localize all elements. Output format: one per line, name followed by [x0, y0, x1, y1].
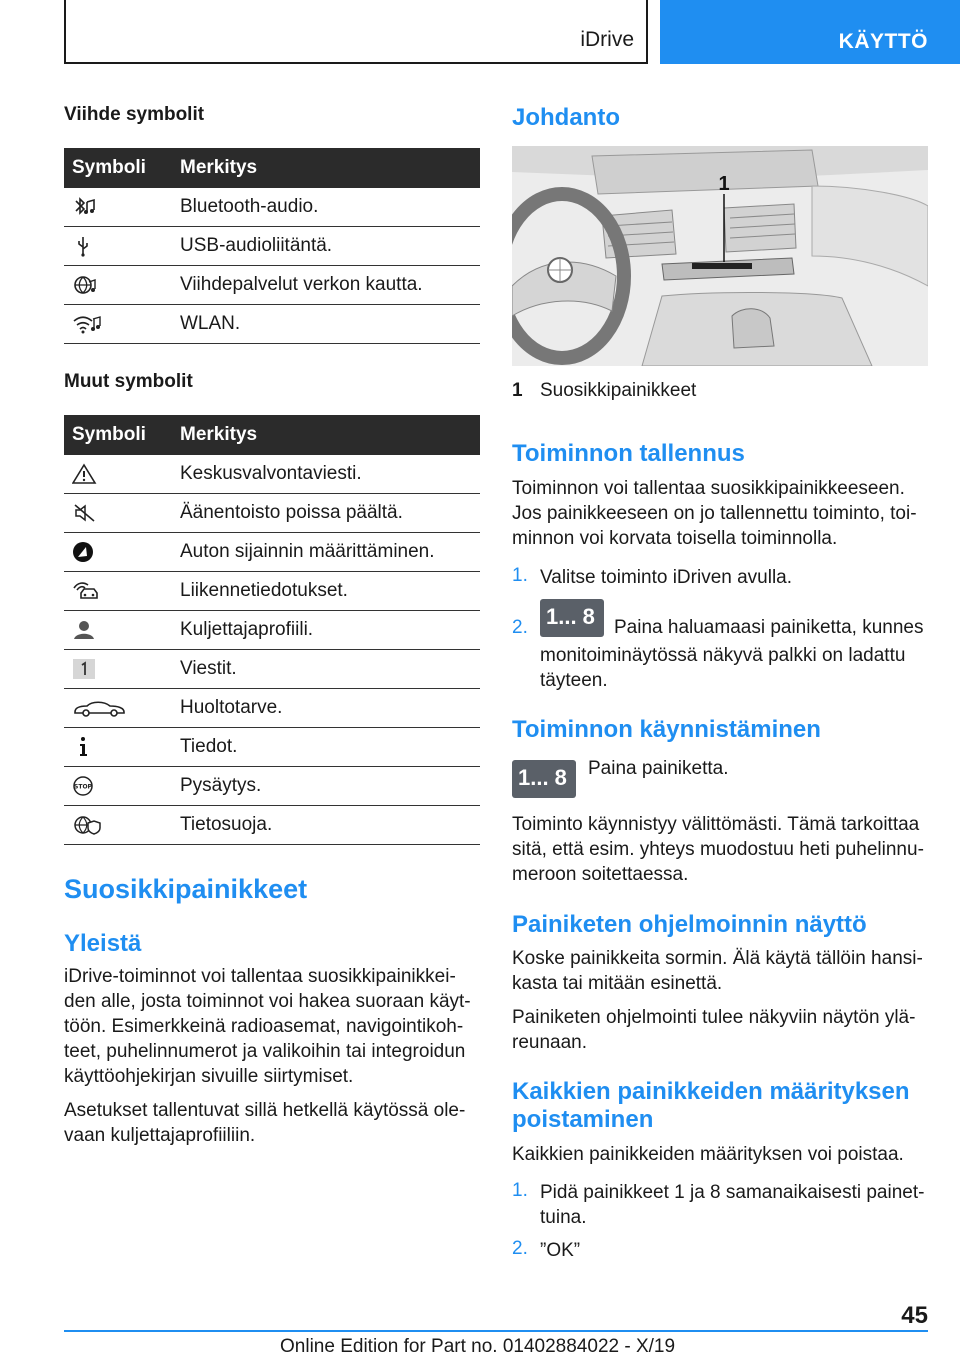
delete-paragraph: Kaikkien painikkeiden määrityksen voi poistaa. [512, 1144, 904, 1165]
table-cell-meaning: Kuljettajaprofiili. [172, 611, 480, 650]
message-icon [72, 658, 98, 680]
navigation-arrow-icon [72, 541, 98, 563]
privacy-icon [72, 814, 102, 836]
usb-icon [72, 235, 98, 257]
start-press-text: Paina painiketta. [588, 758, 729, 779]
table-row [64, 494, 480, 533]
save-step-text: monitoiminäytössä näkyvä palkki on ladattu [540, 645, 906, 666]
image-callout-number: 1 [718, 173, 730, 195]
table-row [64, 728, 480, 767]
table-cell-meaning: Tietosuoja. [172, 806, 480, 845]
table-header-meaning: Merkitys [172, 148, 480, 188]
table-header-meaning: Merkitys [172, 415, 480, 455]
page-number: 45 [901, 1302, 928, 1329]
header-chapter-tab [660, 0, 960, 64]
table-row [64, 689, 480, 728]
save-paragraph: Toiminnon voi tallentaa suosikkipainikkeeseen. Jos painikkeeseen on jo tallennettu toiminto, toi- minnon voi korvata toisella toiminnolla. [512, 478, 917, 549]
header-section-box [64, 0, 648, 64]
delete-step-text: ”OK” [540, 1240, 581, 1261]
start-paragraph: Toiminto käynnistyy välittömästi. Tämä tarkoittaa sitä, että esim. yhteys muodostuu heti puhelinnu- meroon soitettaessa. [512, 814, 924, 885]
bluetooth-audio-icon [72, 196, 98, 218]
settings-paragraph: Asetukset tallentuvat sillä hetkellä käytössä ole- vaan kuljettajaprofiiliin. [64, 1100, 466, 1146]
table-cell-meaning: Pysäytys. [172, 767, 480, 806]
entertainment-symbols-title: Viihde symbolit [64, 104, 205, 125]
table-cell-meaning: USB-audioliitäntä. [172, 227, 480, 266]
table-cell-meaning: WLAN. [172, 305, 480, 344]
display-paragraph-2: Painiketen ohjelmointi tulee näkyviin näytön ylä- reunaan. [512, 1007, 916, 1053]
favorite-key-image [540, 599, 604, 637]
intro-heading: Johdanto [512, 104, 620, 131]
save-step-number: 2. [512, 617, 528, 638]
delete-step-text: Pidä painikkeet 1 ja 8 samanaikaisesti painet- tuina. [540, 1182, 925, 1228]
favorite-key-icon: 1... 8 [540, 599, 604, 637]
legend-number: 1 [512, 380, 523, 401]
table-row [64, 806, 480, 845]
table-cell-meaning: Tiedot. [172, 728, 480, 767]
table-row [64, 533, 480, 572]
general-heading: Yleistä [64, 930, 142, 957]
wlan-icon [72, 313, 102, 335]
header-section-label: iDrive [580, 28, 634, 51]
table-cell-meaning: Viestit. [172, 650, 480, 689]
other-symbols-table [64, 415, 480, 845]
driver-profile-icon [72, 619, 98, 641]
table-cell-meaning: Viihdepalvelut verkon kautta. [172, 266, 480, 305]
table-cell-meaning: Äänentoisto poissa päältä. [172, 494, 480, 533]
table-header-symbol: Symboli [64, 415, 172, 455]
favorites-heading: Suosikkipainikkeet [64, 874, 308, 904]
table-row [64, 611, 480, 650]
table-row [64, 188, 480, 227]
table-cell-meaning: Auton sijainnin määrittäminen. [172, 533, 480, 572]
speaker-off-icon [72, 502, 98, 524]
online-services-icon [72, 274, 98, 296]
delete-step-number: 2. [512, 1238, 528, 1259]
display-heading: Painiketen ohjelmoinnin näyttö [512, 911, 867, 938]
table-header-symbol: Symboli [64, 148, 172, 188]
footer-edition: Online Edition for Part no. 01402884022 - X/19 [280, 1336, 676, 1357]
dashboard-illustration [512, 146, 928, 366]
table-row [64, 305, 480, 344]
table-row [64, 767, 480, 806]
stop-icon [72, 775, 98, 797]
favorite-key-icon: 1... 8 [512, 760, 576, 798]
display-paragraph: Koske painikkeita sormin. Älä käytä tällöin hansi- kasta tai mitään esinettä. [512, 948, 923, 994]
dashboard-drawing [512, 146, 928, 366]
info-icon [72, 736, 98, 758]
table-row [64, 572, 480, 611]
table-cell-meaning: Liikennetiedotukset. [172, 572, 480, 611]
svg-text:STOP: STOP [74, 783, 92, 791]
save-step-text: Valitse toiminto iDriven avulla. [540, 567, 793, 588]
table-cell-meaning: Keskusvalvontaviesti. [172, 455, 480, 494]
entertainment-symbols-table [64, 148, 480, 344]
general-paragraph: iDrive-toiminnot voi tallentaa suosikkipainikkei- den alle, josta toiminnot voi hakea suoraan käyt- töön. Esimerkkeinä radioasemat, navigointikoh- teet, puhelinnumerot ja valikoihin tai integroidun käyttöohjekirjan sivuille siirtymiset. [64, 966, 471, 1087]
favorite-key-image [512, 760, 576, 798]
car-service-icon [72, 697, 128, 719]
save-heading: Toiminnon tallennus [512, 440, 745, 467]
table-row [64, 266, 480, 305]
save-step-text: Paina haluamaasi painiketta, kunnes [614, 617, 924, 638]
save-step-text: täyteen. [540, 670, 608, 691]
table-row [64, 455, 480, 494]
delete-heading: Kaikkien painikkeiden määrityksen poistaminen [512, 1078, 910, 1133]
start-heading: Toiminnon käynnistäminen [512, 716, 821, 743]
footer-divider [64, 1330, 928, 1332]
table-row [64, 227, 480, 266]
save-step-number: 1. [512, 565, 528, 586]
warning-triangle-icon [72, 463, 98, 485]
table-cell-meaning: Huoltotarve. [172, 689, 480, 728]
table-row [64, 650, 480, 689]
other-symbols-title: Muut symbolit [64, 371, 193, 392]
legend-text: Suosikkipainikkeet [540, 380, 697, 401]
delete-step-number: 1. [512, 1180, 528, 1201]
header-chapter-label: KÄYTTÖ [838, 30, 928, 53]
traffic-info-icon [72, 580, 102, 602]
table-cell-meaning: Bluetooth-audio. [172, 188, 480, 227]
